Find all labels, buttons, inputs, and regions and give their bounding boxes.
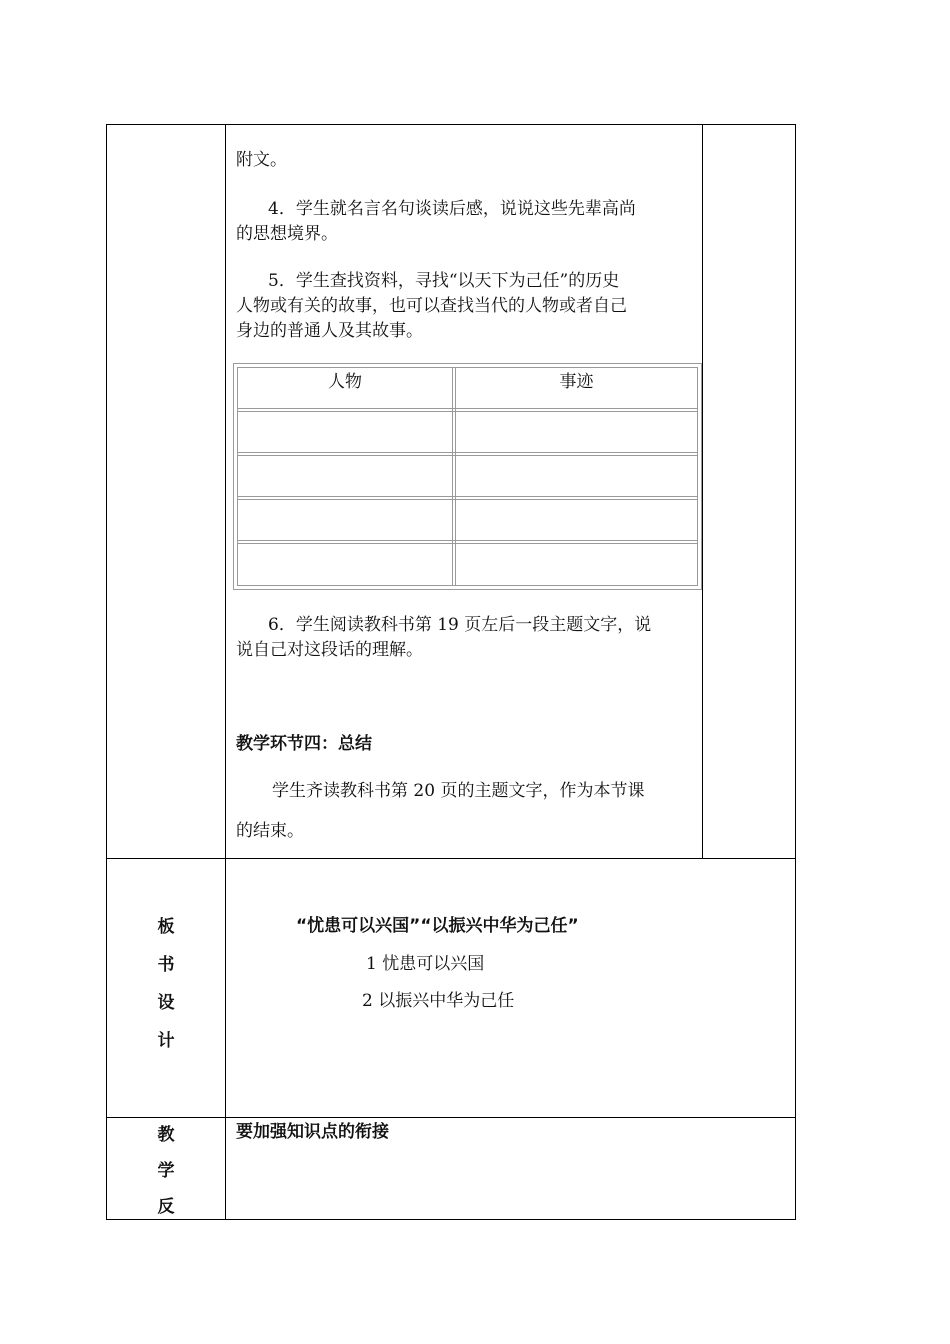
board-label-char-1: 板 xyxy=(157,917,175,937)
row-divider-1 xyxy=(106,858,796,859)
reflection-content: 要加强知识点的衔接 xyxy=(236,1122,389,1142)
summary-line2: 的结束。 xyxy=(236,821,304,841)
reflection-label-char-3: 反 xyxy=(157,1197,175,1217)
item5-line3: 身边的普通人及其故事。 xyxy=(236,321,423,341)
outer-bottom-border xyxy=(106,1219,796,1220)
inner-table-header-person: 人物 xyxy=(328,372,362,392)
item5-line1: 5．学生查找资料，寻找“以天下为己任”的历史 xyxy=(268,271,620,291)
outer-left-border xyxy=(106,124,107,1220)
board-point-2: 2 以振兴中华为己任 xyxy=(362,991,515,1011)
board-point-1: 1 忧患可以兴国 xyxy=(366,954,485,974)
column-divider-left xyxy=(225,124,226,1220)
summary-line1: 学生齐读教科书第 20 页的主题文字，作为本节课 xyxy=(272,781,645,801)
inner-table-header-deeds: 事迹 xyxy=(559,372,594,392)
reflection-label-char-2: 学 xyxy=(157,1161,175,1181)
row-divider-2 xyxy=(106,1117,796,1118)
item6-line2: 说自己对这段话的理解。 xyxy=(236,640,423,660)
appendix-text: 附文。 xyxy=(236,150,287,170)
board-label-char-2: 书 xyxy=(157,955,175,975)
item6-line1: 6．学生阅读教科书第 19 页左后一段主题文字，说 xyxy=(268,615,652,635)
item4-line2: 的思想境界。 xyxy=(236,224,338,244)
item4-line1: 4．学生就名言名句谈读后感，说说这些先辈高尚 xyxy=(268,199,636,219)
item5-line2: 人物或有关的故事，也可以查找当代的人物或者自己 xyxy=(236,296,627,316)
summary-heading: 教学环节四：总结 xyxy=(236,734,372,754)
column-divider-right xyxy=(702,124,703,859)
board-label-char-3: 设 xyxy=(157,993,175,1013)
board-title: “忧患可以兴国”“以振兴中华为己任” xyxy=(296,916,579,936)
reflection-label-char-1: 教 xyxy=(157,1125,175,1145)
outer-right-border xyxy=(795,124,796,1220)
board-label-char-4: 计 xyxy=(157,1031,175,1051)
outer-top-border xyxy=(106,124,796,125)
